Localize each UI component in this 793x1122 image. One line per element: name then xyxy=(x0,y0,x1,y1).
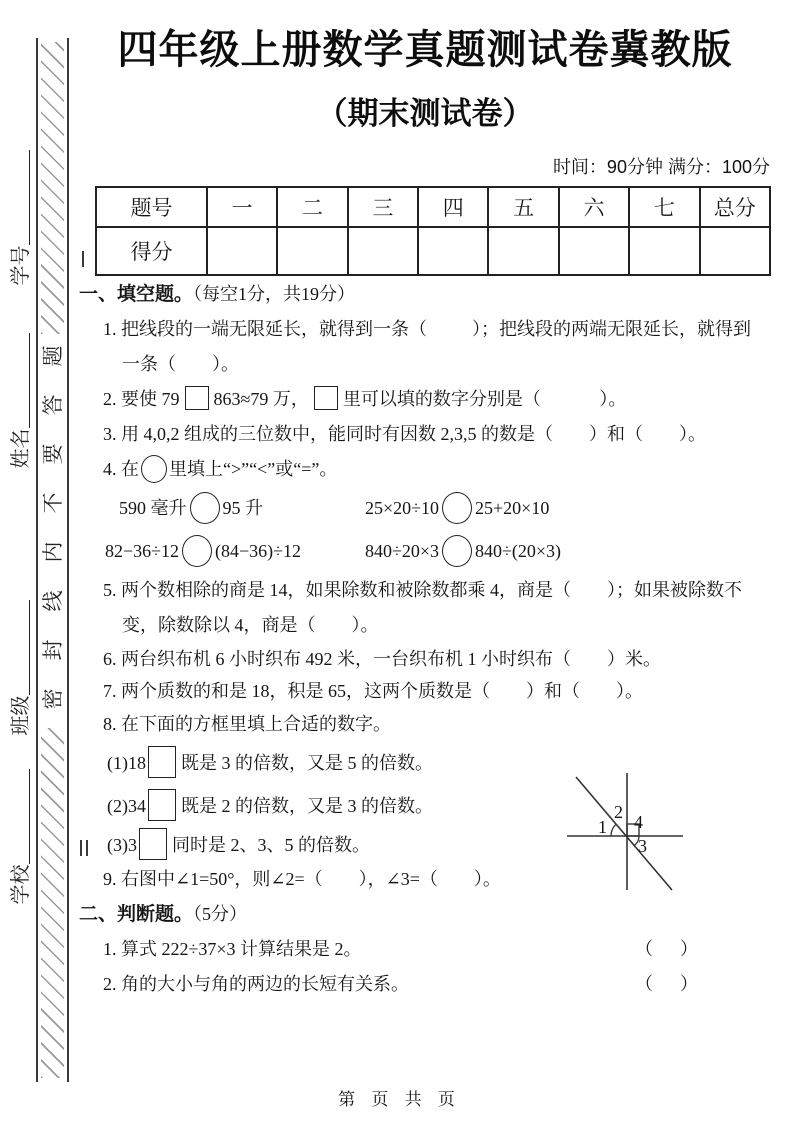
blank-square-box xyxy=(314,386,338,410)
diagonal-line xyxy=(576,777,672,890)
expression-right: 25+20×10 xyxy=(475,498,550,518)
angle-label-1: 1 xyxy=(598,817,607,837)
page-footer: 第 页 共 页 xyxy=(338,1090,455,1109)
section1-heading xyxy=(79,277,771,312)
seal-char: 题 xyxy=(40,345,65,367)
question-2-text-b: 863≈79 万， xyxy=(213,389,309,409)
school-text: 学校 xyxy=(10,864,32,905)
fold-mark-1 xyxy=(82,251,84,267)
seal-hatch-top xyxy=(41,42,64,334)
seal-char: 不 xyxy=(40,492,65,514)
score-table-header-cell: 六 xyxy=(559,187,629,227)
score-table xyxy=(95,186,771,276)
score-table-header-cell: 二 xyxy=(277,187,347,227)
question-4-row-1 xyxy=(119,487,771,530)
question-2 xyxy=(103,382,771,417)
class-blank-line xyxy=(26,601,30,696)
angle-label-4: 4 xyxy=(634,812,643,832)
time-score-meta: 时间：90分钟 满分：100分 xyxy=(552,157,770,177)
score-table-score-row xyxy=(96,227,770,275)
score-table-header-cell: 五 xyxy=(488,187,558,227)
seal-line-text xyxy=(38,338,67,717)
student-number-text: 学号 xyxy=(10,245,32,286)
seal-line-strip xyxy=(36,38,69,1082)
score-cell-empty xyxy=(348,227,418,275)
student-name-label xyxy=(7,326,33,476)
judge-question-1-text: 1. 算式 222÷37×3 计算结果是 2。 xyxy=(103,939,362,959)
expression-right: (84−36)÷12 xyxy=(215,541,302,561)
seal-hatch-bottom xyxy=(41,728,64,1078)
score-table-header-row xyxy=(96,187,770,227)
question-4-text-b: 里填上“>”“<”或“=”。 xyxy=(169,459,338,479)
expression-left: 840÷20×3 xyxy=(365,541,440,561)
student-number-label xyxy=(7,143,33,293)
school-label xyxy=(7,762,33,912)
question-9: 9. 右图中∠1=50°，则∠2=（ ），∠3=（ ）。 xyxy=(103,869,501,889)
blank-circle xyxy=(190,492,220,524)
question-4-text-a: 4. 在 xyxy=(103,459,139,479)
question-2-text-a: 2. 要使 79 xyxy=(103,389,180,409)
class-label xyxy=(7,593,33,743)
score-cell-empty xyxy=(700,227,770,275)
judge-question-1 xyxy=(103,932,771,967)
section1-heading-note: （每空1分，共19分） xyxy=(193,284,356,304)
seal-char: 封 xyxy=(40,639,65,661)
expression-left: 82−36÷12 xyxy=(105,541,180,561)
question-5-line-1: 5. 两个数相除的商是 14，如果除数和被除数都乘 4，商是（ ）；如果被除数不 xyxy=(103,580,742,600)
score-cell-empty xyxy=(629,227,699,275)
student-name-blank-line xyxy=(26,334,30,429)
blank-circle xyxy=(182,535,212,567)
question-5-line-2: 变，除数除以 4，商是（ ）。 xyxy=(122,615,379,635)
blank-square-box xyxy=(139,828,167,860)
question-4-instruction xyxy=(103,452,771,487)
seal-char: 要 xyxy=(40,443,65,465)
item-text: 既是 3 的倍数，又是 5 的倍数。 xyxy=(181,753,433,773)
angle-label-2: 2 xyxy=(614,802,623,822)
seal-char: 内 xyxy=(40,541,65,563)
question-3: 3. 用 4,0,2 组成的三位数中，能同时有因数 2,3,5 的数是（ ）和（ ）。 xyxy=(103,424,706,444)
blank-circle xyxy=(442,535,472,567)
score-table-header-cell: 题号 xyxy=(96,187,207,227)
seal-char: 线 xyxy=(40,590,65,612)
score-table-header-cell: 三 xyxy=(348,187,418,227)
score-table-header-cell: 一 xyxy=(207,187,277,227)
blank-square-box xyxy=(185,386,209,410)
class-text: 班级 xyxy=(10,695,32,736)
item-prefix: (1)18 xyxy=(107,753,146,773)
judge-answer-blank: （ ） xyxy=(635,974,698,994)
angle-1-arc xyxy=(611,824,616,836)
item-prefix: (3)3 xyxy=(107,835,137,855)
item-text: 既是 2 的倍数，又是 3 的倍数。 xyxy=(181,796,433,816)
blank-circle xyxy=(141,455,167,483)
seal-char: 答 xyxy=(40,394,65,416)
judge-answer-blank: （ ） xyxy=(635,939,698,959)
item-prefix: (2)34 xyxy=(107,796,146,816)
expression-left: 590 毫升 xyxy=(119,498,187,518)
page-subtitle: （期末测试卷） xyxy=(316,96,534,131)
section2-heading xyxy=(79,897,771,932)
item-text: 同时是 2、3、5 的倍数。 xyxy=(172,835,370,855)
judge-question-2 xyxy=(103,967,771,1002)
blank-circle xyxy=(442,492,472,524)
judge-question-2-text: 2. 角的大小与角的两边的长短有关系。 xyxy=(103,974,409,994)
compare-expression xyxy=(365,487,549,530)
question-7: 7. 两个质数的和是 18，积是 65，这两个质数是（ ）和（ ）。 xyxy=(103,681,643,701)
expression-right: 840÷(20×3) xyxy=(475,541,562,561)
compare-expression xyxy=(119,487,365,530)
question-1-line-1: 1. 把线段的一端无限延长，就得到一条（ ）；把线段的两端无限延长，就得到 xyxy=(103,319,751,339)
expression-left: 25×20÷10 xyxy=(365,498,440,518)
score-cell-empty xyxy=(207,227,277,275)
student-name-text: 姓名 xyxy=(10,428,32,469)
seal-char: 密 xyxy=(40,688,65,710)
school-blank-line xyxy=(26,770,30,865)
compare-expression xyxy=(105,530,365,573)
question-2-text-c: 里可以填的数字分别是（ ）。 xyxy=(342,389,627,409)
section1-heading-title: 一、填空题。 xyxy=(79,284,194,305)
score-table-header-cell: 七 xyxy=(629,187,699,227)
question-1-line-2: 一条（ ）。 xyxy=(122,354,239,374)
section2-heading-title: 二、判断题。 xyxy=(79,904,194,925)
score-table-header-cell: 总分 xyxy=(700,187,770,227)
blank-square-box xyxy=(148,789,176,821)
question-6: 6. 两台织布机 6 小时织布 492 米，一台织布机 1 小时织布（ ）米。 xyxy=(103,649,661,669)
blank-square-box xyxy=(148,746,176,778)
question-4-row-2 xyxy=(105,530,771,573)
score-table-header-cell: 四 xyxy=(418,187,488,227)
score-cell-empty xyxy=(277,227,347,275)
angle-diagram xyxy=(553,748,703,898)
expression-right: 95 升 xyxy=(222,498,263,518)
compare-expression xyxy=(365,530,561,573)
page-title: 四年级上册数学真题测试卷冀教版 xyxy=(117,28,733,72)
student-number-blank-line xyxy=(26,151,30,246)
score-row-label: 得分 xyxy=(96,227,207,275)
angle-label-3: 3 xyxy=(638,836,647,856)
score-cell-empty xyxy=(559,227,629,275)
question-8-instruction: 8. 在下面的方框里填上合适的数字。 xyxy=(103,714,391,734)
score-cell-empty xyxy=(488,227,558,275)
score-cell-empty xyxy=(418,227,488,275)
section2-heading-note: （5分） xyxy=(193,904,248,924)
